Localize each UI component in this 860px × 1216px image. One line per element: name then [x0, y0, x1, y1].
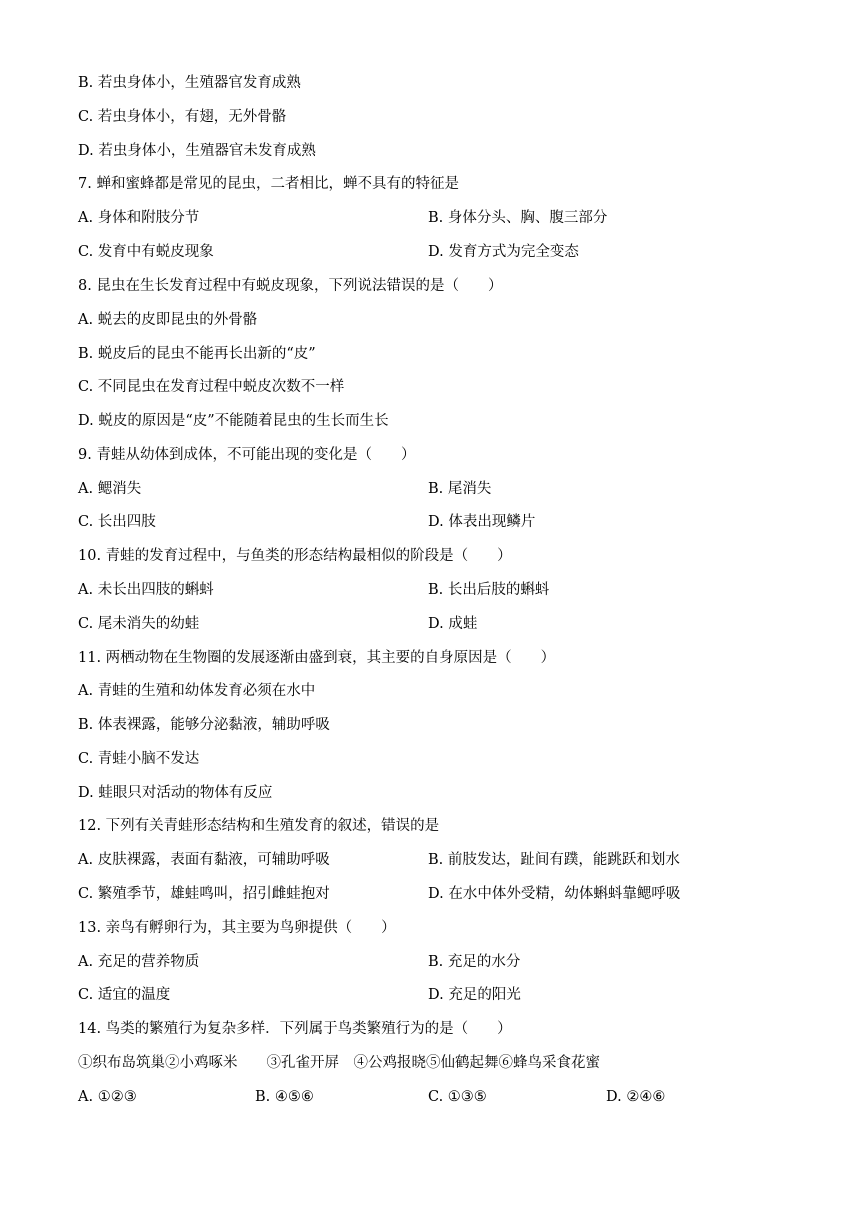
q8-option-c: C. 不同昆虫在发育过程中蜕皮次数不一样 — [78, 379, 345, 395]
q11-option-d: D. 蛙眼只对活动的物体有反应 — [78, 785, 273, 801]
q10-option-b: B. 长出后肢的蝌蚪 — [428, 582, 550, 598]
q9-option-c: C. 长出四肢 — [78, 514, 156, 530]
q13-option-c: C. 适宜的温度 — [78, 987, 171, 1003]
q12-option-b: B. 前肢发达，趾间有蹼，能跳跃和划水 — [428, 852, 680, 868]
q10-stem: 10. 青蛙的发育过程中，与鱼类的形态结构最相似的阶段是（ ） — [78, 548, 512, 564]
q14-stem: 14. 鸟类的繁殖行为复杂多样．下列属于鸟类繁殖行为的是（ ） — [78, 1021, 512, 1037]
q12-option-c: C. 繁殖季节，雄蛙鸣叫，招引雌蛙抱对 — [78, 886, 330, 902]
q14-option-c: C. ①③⑤ — [428, 1089, 487, 1105]
q9-option-a: A. 鳃消失 — [78, 481, 142, 497]
q14-option-d: D. ②④⑥ — [606, 1089, 666, 1105]
q13-option-d: D. 充足的阳光 — [428, 987, 521, 1003]
q13-stem: 13. 亲鸟有孵卵行为，其主要为鸟卵提供（ ） — [78, 920, 396, 936]
q9-option-d: D. 体表出现鳞片 — [428, 514, 536, 530]
q8-stem: 8. 昆虫在生长发育过程中有蜕皮现象，下列说法错误的是（ ） — [78, 278, 503, 294]
q7-option-a: A. 身体和附肢分节 — [78, 210, 200, 226]
q10-option-a: A. 未长出四肢的蝌蚪 — [78, 582, 214, 598]
q8-option-a: A. 蜕去的皮即昆虫的外骨骼 — [78, 312, 258, 328]
q14-items: ①织布岛筑巢②小鸡啄米 ③孔雀开屏 ④公鸡报晓⑤仙鹤起舞⑥蜂鸟采食花蜜 — [78, 1055, 600, 1071]
q7-option-d: D. 发育方式为完全变态 — [428, 244, 579, 260]
q7-stem: 7. 蝉和蜜蜂都是常见的昆虫，二者相比，蝉不具有的特征是 — [78, 176, 459, 192]
q12-stem: 12. 下列有关青蛙形态结构和生殖发育的叙述，错误的是 — [78, 818, 440, 834]
q10-option-d: D. 成蛙 — [428, 616, 478, 632]
q9-stem: 9. 青蛙从幼体到成体，不可能出现的变化是（ ） — [78, 447, 416, 463]
q11-stem: 11. 两栖动物在生物圈的发展逐渐由盛到衰，其主要的自身原因是（ ） — [78, 650, 556, 666]
q12-option-d: D. 在水中体外受精，幼体蝌蚪靠鳃呼吸 — [428, 886, 681, 902]
q8-option-d: D. 蜕皮的原因是“皮”不能随着昆虫的生长而生长 — [78, 413, 389, 429]
q14-option-a: A. ①②③ — [78, 1089, 137, 1105]
q9-option-b: B. 尾消失 — [428, 481, 492, 497]
q13-option-b: B. 充足的水分 — [428, 954, 521, 970]
q11-option-c: C. 青蛙小脑不发达 — [78, 751, 200, 767]
q8-option-b: B. 蜕皮后的昆虫不能再长出新的“皮” — [78, 346, 316, 362]
q13-option-a: A. 充足的营养物质 — [78, 954, 200, 970]
q12-option-a: A. 皮肤裸露，表面有黏液，可辅助呼吸 — [78, 852, 330, 868]
q6-option-b: B. 若虫身体小，生殖器官发育成熟 — [78, 75, 301, 91]
q6-option-c: C. 若虫身体小，有翅，无外骨骼 — [78, 109, 287, 125]
q11-option-a: A. 青蛙的生殖和幼体发育必须在水中 — [78, 683, 316, 699]
q7-option-c: C. 发育中有蜕皮现象 — [78, 244, 214, 260]
q10-option-c: C. 尾未消失的幼蛙 — [78, 616, 200, 632]
q7-option-b: B. 身体分头、胸、腹三部分 — [428, 210, 608, 226]
q11-option-b: B. 体表裸露，能够分泌黏液，辅助呼吸 — [78, 717, 330, 733]
q14-option-b: B. ④⑤⑥ — [255, 1089, 314, 1105]
q6-option-d: D. 若虫身体小，生殖器官未发育成熟 — [78, 143, 316, 159]
